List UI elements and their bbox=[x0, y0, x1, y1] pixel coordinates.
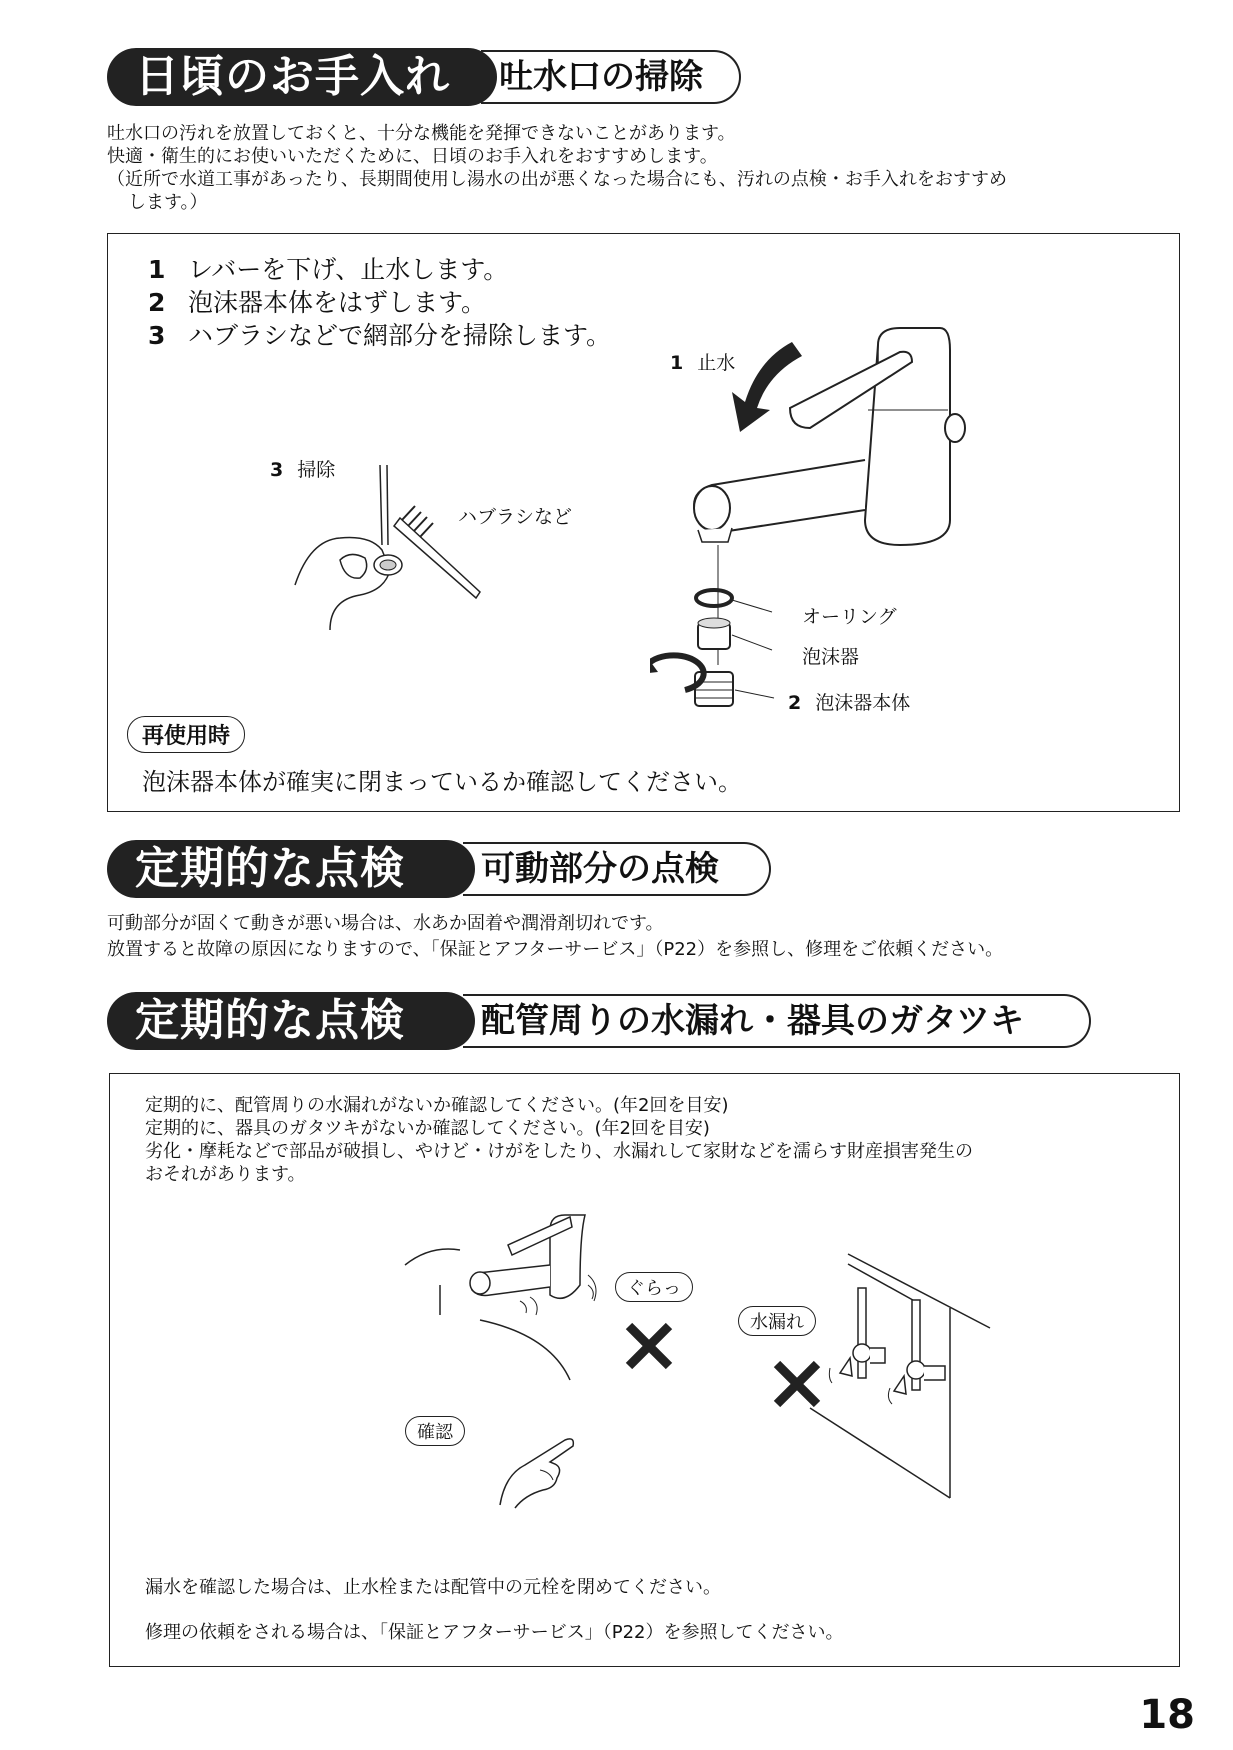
label-clean-num: 3 bbox=[270, 459, 284, 481]
label-clean-text: 掃除 bbox=[297, 459, 336, 481]
step-number: 2 bbox=[148, 288, 166, 317]
reuse-tag: 再使用時 bbox=[127, 716, 245, 753]
step-number: 1 bbox=[148, 255, 166, 284]
ng-x-icon bbox=[625, 1322, 673, 1370]
faucet-wobble-illustration bbox=[400, 1205, 600, 1385]
step-2 bbox=[148, 283, 486, 319]
label-stop-num: 1 bbox=[670, 352, 684, 374]
label-brush: ハブラシなど bbox=[458, 506, 573, 528]
section1-title: 日頃のお手入れ bbox=[135, 51, 450, 102]
section3-title: 定期的な点検 bbox=[135, 995, 405, 1046]
section2-header bbox=[107, 840, 767, 898]
label-oring: オーリング bbox=[802, 606, 897, 628]
label-body-text: 泡沫器本体 bbox=[815, 692, 911, 714]
section2-intro-1: 可動部分が固くて動きが悪い場合は、水あか固着や潤滑剤切れです。 bbox=[107, 913, 664, 934]
section2-title: 定期的な点検 bbox=[135, 843, 405, 894]
label-clean bbox=[270, 455, 335, 482]
step-number: 3 bbox=[148, 321, 166, 350]
section3-intro-2: 定期的に、器具のガタツキがないか確認してください。(年2回を目安) bbox=[145, 1118, 710, 1139]
tag-leak: 水漏れ bbox=[738, 1306, 816, 1336]
label-stop bbox=[670, 348, 735, 375]
section3-intro-3: 劣化・摩耗などで部品が破損し、やけど・けがをしたり、水漏れして家財などを濡らす財産損害発生の bbox=[145, 1141, 973, 1162]
page-number: 18 bbox=[1139, 1692, 1195, 1738]
tag-wobble: ぐらっ bbox=[615, 1272, 693, 1302]
section3-note-2: 修理の依頼をされる場合は、「保証とアフターサービス」（P22）を参照してください。 bbox=[145, 1622, 844, 1643]
step-text: ハブラシなどで網部分を掃除します。 bbox=[188, 321, 612, 350]
step-3 bbox=[148, 316, 611, 352]
hand-pointing-illustration bbox=[495, 1430, 595, 1510]
step-text: 泡沫器本体をはずします。 bbox=[188, 288, 487, 317]
tag-check: 確認 bbox=[405, 1416, 465, 1446]
section1-subtitle: 吐水口の掃除 bbox=[481, 50, 741, 104]
section3-header bbox=[107, 992, 1107, 1050]
section2-intro-2: 放置すると故障の原因になりますので、「保証とアフターサービス」（P22）を参照し、修理をご依頼ください。 bbox=[107, 939, 1004, 960]
section3-subtitle: 配管周りの水漏れ・器具のガタツキ bbox=[463, 994, 1091, 1048]
section3-intro-1: 定期的に、配管周りの水漏れがないか確認してください。(年2回を目安) bbox=[145, 1095, 729, 1116]
pipe-leak-illustration bbox=[800, 1248, 1000, 1508]
step-text: レバーを下げ、止水します。 bbox=[188, 255, 509, 284]
label-stop-text: 止水 bbox=[697, 352, 736, 374]
label-aerator-body bbox=[788, 688, 910, 715]
label-body-num: 2 bbox=[788, 692, 802, 714]
label-aerator: 泡沫器 bbox=[802, 646, 860, 668]
step-1 bbox=[148, 250, 508, 286]
section1-intro-3: （近所で水道工事があったり、長期間使用し湯水の出が悪くなった場合にも、汚れの点検・お手入れをおすすめ bbox=[107, 169, 1007, 190]
section1-intro-4: します。） bbox=[128, 192, 208, 213]
section3-note-1: 漏水を確認した場合は、止水栓または配管中の元栓を閉めてください。 bbox=[145, 1577, 721, 1598]
reuse-text: 泡沫器本体が確実に閉まっているか確認してください。 bbox=[142, 768, 742, 796]
section1-intro-2: 快適・衛生的にお使いいただくために、日頃のお手入れをおすすめします。 bbox=[107, 146, 718, 167]
section1-header bbox=[107, 48, 757, 106]
cleaning-illustration bbox=[290, 460, 530, 630]
section1-intro-1: 吐水口の汚れを放置しておくと、十分な機能を発揮できないことがあります。 bbox=[107, 123, 736, 144]
section2-subtitle: 可動部分の点検 bbox=[463, 842, 771, 896]
section3-intro-4: おそれがあります。 bbox=[145, 1164, 306, 1185]
